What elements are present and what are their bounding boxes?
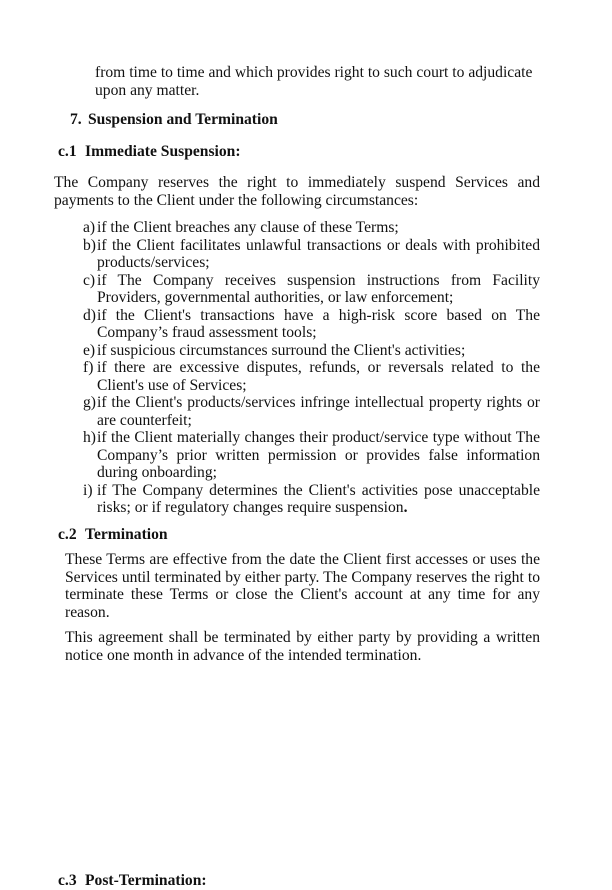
list-text: if the Client's transactions have a high-risk score based on The Company’s fraud assessment tools; — [97, 306, 540, 341]
list-marker: d) — [83, 306, 96, 324]
list-text: if The Company receives suspension instructions from Facility Providers, governmental authorities, or law enforcement; — [97, 271, 540, 306]
list-text: if The Company determines the Client's activities pose unacceptable risks; or if regulatory changes require suspension — [97, 481, 540, 516]
c2-heading — [58, 526, 540, 544]
c3-title: Post-Termination: — [85, 872, 207, 889]
list-marker: b) — [83, 236, 96, 254]
section-7-title: Suspension and Termination — [88, 111, 278, 128]
list-item-i — [54, 482, 540, 517]
list-marker: e) — [83, 341, 96, 359]
c3-label: c.3 — [58, 872, 77, 889]
list-marker: i) — [83, 481, 93, 499]
list-marker: g) — [83, 394, 96, 411]
c2-label: c.2 — [58, 525, 77, 543]
list-marker: f) — [83, 359, 94, 376]
suspension-list — [54, 219, 540, 517]
c3-heading — [58, 872, 540, 890]
list-text: if the Client breaches any clause of these Terms; — [97, 219, 399, 236]
continuation-line: from time to time and which provides right to such court to adjudicate upon any matter. — [95, 64, 533, 99]
list-text-bold-period: . — [403, 499, 408, 516]
list-marker: c) — [83, 271, 96, 289]
list-text: if the Client facilitates unlawful transactions or deals with prohibited products/services; — [97, 236, 540, 271]
c1-title: Immediate Suspension: — [85, 142, 241, 160]
c2-paragraph-1: These Terms are effective from the date the Client first accesses or uses the Services until terminated by either party. The Company reserves the right to terminate these Terms or close the Client's account at any time for any reason. — [65, 551, 540, 621]
list-item-b — [54, 237, 540, 272]
list-text: if the Client materially changes their product/service type without The Company’s prior written permission or provides false information during onboarding; — [97, 429, 540, 481]
list-item-d — [54, 307, 540, 342]
list-text: if the Client's products/services infringe intellectual property rights or are counterfeit; — [97, 394, 540, 429]
list-item-a — [54, 219, 540, 237]
c1-heading — [58, 143, 540, 161]
list-item-h — [54, 429, 540, 482]
list-item-c — [54, 272, 540, 307]
list-marker: a) — [83, 219, 96, 236]
c2-paragraph-2: This agreement shall be terminated by either party by providing a written notice one month in advance of the intended termination. — [65, 629, 540, 664]
list-item-e — [54, 342, 540, 360]
c2-title: Termination — [85, 525, 168, 543]
section-7-number: 7. — [70, 111, 82, 128]
list-item-f — [54, 359, 540, 394]
list-text: if suspicious circumstances surround the Client's activities; — [97, 341, 466, 359]
list-text: if there are excessive disputes, refunds, or reversals related to the Client's use of Services; — [97, 359, 540, 394]
section-7-heading — [70, 111, 540, 129]
list-marker: h) — [83, 429, 96, 446]
c1-intro-paragraph: The Company reserves the right to immediately suspend Services and payments to the Client under the following circumstances: — [54, 174, 540, 209]
c1-label: c.1 — [58, 142, 77, 160]
list-item-g — [54, 394, 540, 429]
